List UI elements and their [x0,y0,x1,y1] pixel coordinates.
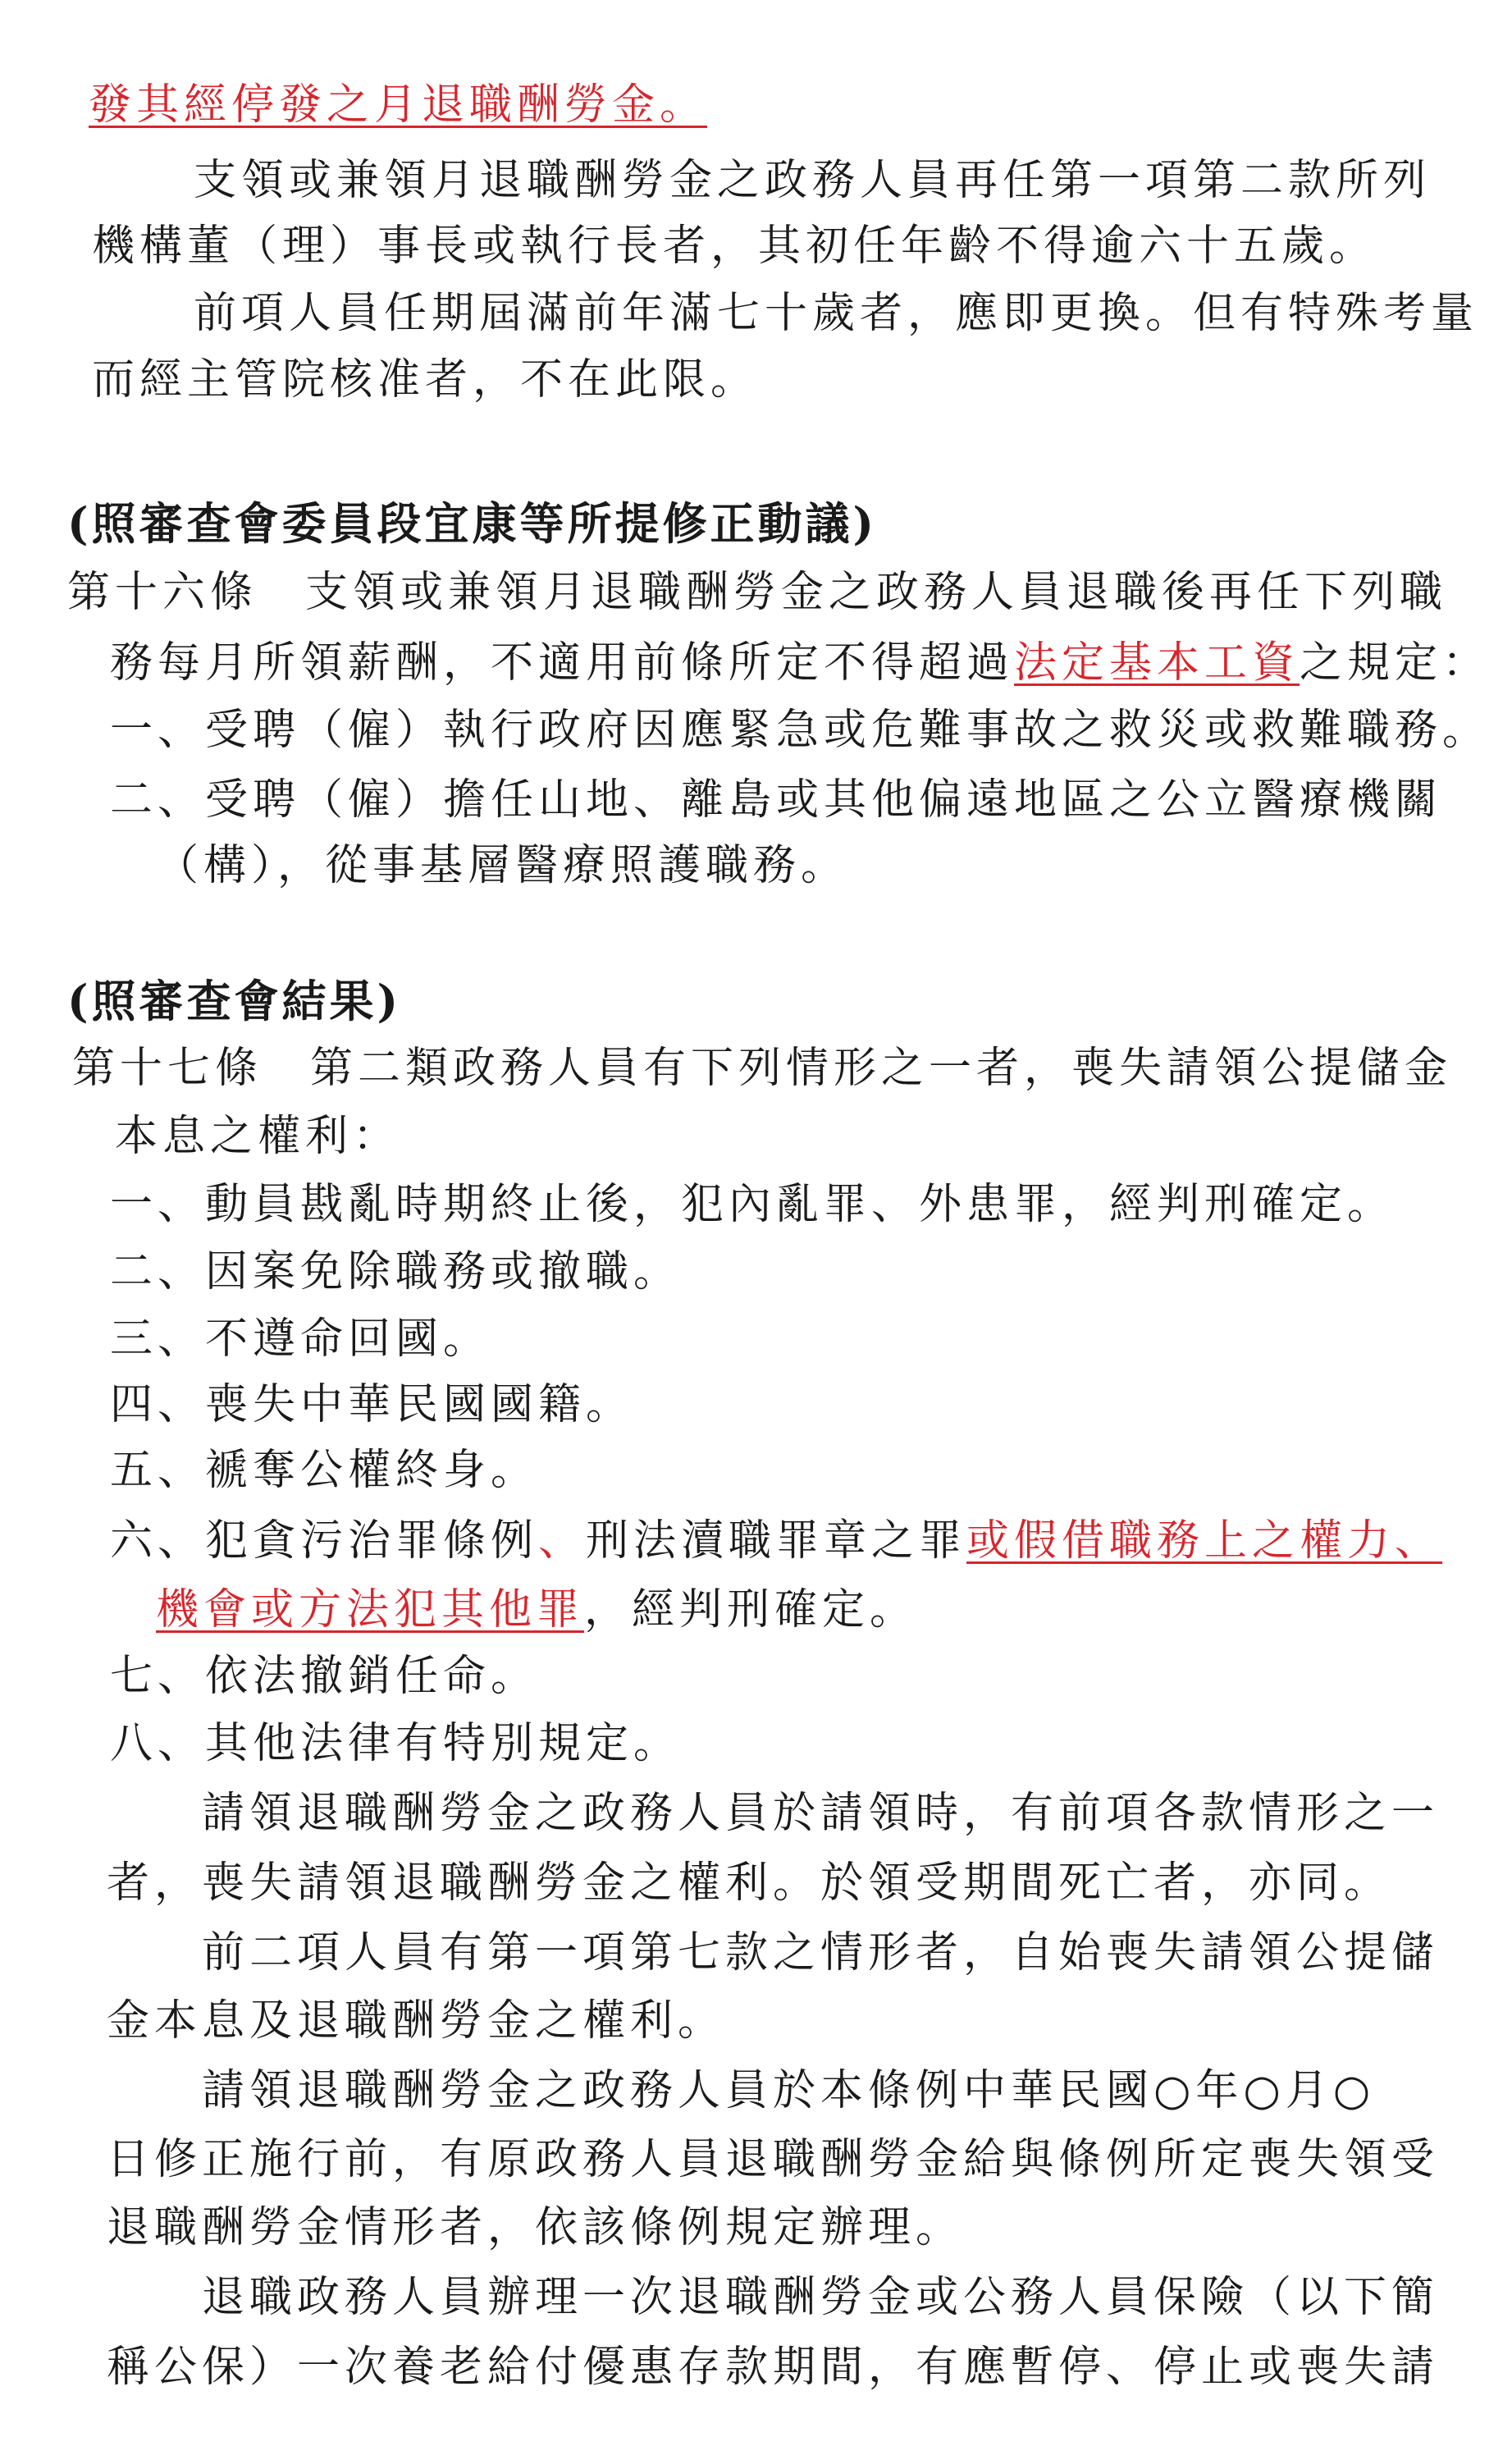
list-item [110,1372,633,1438]
text-line [202,2058,1375,2124]
text-segment: 一、受聘（僱）執行政府因應緊急或危難事故之救災或救難職務。 [110,706,1491,755]
text-line [107,2195,963,2261]
highlighted-text: 或假借職務上之權力、 [966,1516,1443,1566]
text-segment: 退職政務人員辦理一次退職酬勞金或公務人員保險（以下簡 [202,2273,1440,2322]
text-segment: 日修正施行前，有原政務人員退職酬勞金給與條例所定喪失領受 [107,2135,1440,2184]
text-segment: 第十七條 第二類政務人員有下列情形之一者，喪失請領公提儲金 [72,1044,1453,1093]
text-segment: 本息之權利： [115,1112,401,1161]
article-16-heading [67,560,1447,625]
text-line [107,1988,725,2054]
list-item [110,1644,538,1709]
text-line [92,213,1377,279]
highlighted-text: 法定基本工資 [1014,638,1300,688]
text-segment: 七、依法撤銷任命。 [110,1652,539,1701]
text-segment: 三、不遵命回國。 [110,1314,491,1364]
text-segment: 五、褫奪公權終身。 [110,1446,539,1495]
text-segment: 金本息及退職酬勞金之權利。 [107,1996,726,2046]
text-line [202,1781,1439,1846]
text-line [202,2265,1439,2330]
text-segment: 務每月所領薪酬，不適用前條所定不得超過 [110,638,1015,688]
text-segment: 請領退職酬勞金之政務人員於請領時，有前項各款情形之一 [202,1789,1440,1838]
text-segment: 八、其他法律有特別規定。 [110,1719,682,1768]
list-item [110,1508,1442,1574]
text-segment: 前項人員任期屆滿前年滿七十歲者，應即更換。但有特殊考量 [194,289,1479,338]
text-segment: 請領退職酬勞金之政務人員於本條例中華民國○年○月○ [202,2066,1376,2115]
text-segment: (照審查會結果) [67,975,402,1027]
text-line [107,2127,1439,2192]
text-line [156,833,848,898]
text-line [202,1920,1439,1986]
highlighted-text: 發其經停發之月退職酬勞金。 [89,80,708,130]
text-line [115,1104,400,1169]
text-segment: 者，喪失請領退職酬勞金之權利。於領受期間死亡者，亦同。 [107,1859,1392,1908]
text-line [92,347,758,413]
list-item [110,767,1442,833]
text-segment: 退職酬勞金情形者，依該條例規定辦理。 [107,2203,964,2252]
text-segment: ，經判刑確定。 [584,1585,918,1634]
text-segment: 四、喪失中華民國國籍。 [110,1380,634,1429]
highlighted-text: 、 [538,1516,587,1566]
text-line [194,148,1431,213]
text-segment: 一、動員戡亂時期終止後，犯內亂罪、外患罪，經判刑確定。 [110,1180,1396,1229]
text-segment: 支領或兼領月退職酬勞金之政務人員再任第一項第二款所列 [194,156,1432,205]
text-segment: 之規定： [1300,638,1491,688]
list-item [110,1239,681,1305]
article-17-heading [72,1036,1452,1101]
list-item [110,1711,681,1776]
text-segment: 稱公保）一次養老給付優惠存款期間，有應暫停、停止或喪失請 [107,2343,1440,2392]
list-item [110,697,1490,763]
text-segment: （構），從事基層醫療照護職務。 [156,841,849,890]
text-segment: 二、因案免除職務或撤職。 [110,1247,682,1296]
text-line [194,281,1478,346]
text-line [110,630,1490,696]
text-segment: 六、犯貪污治罪條例 [110,1516,539,1566]
text-segment: 二、受聘（僱）擔任山地、離島或其他偏遠地區之公立醫療機關 [110,775,1443,825]
text-line [107,2334,1439,2400]
text-line [107,1850,1391,1916]
list-item [110,1438,538,1503]
text-line [89,72,707,138]
text-segment: 第十六條 支領或兼領月退職酬勞金之政務人員退職後再任下列職 [67,568,1448,617]
text-line [156,1577,917,1643]
text-segment: 前二項人員有第一項第七款之情形者，自始喪失請領公提儲 [202,1928,1440,1977]
section-heading [67,968,401,1034]
text-segment: 刑法瀆職罪章之罪 [586,1516,967,1566]
section-heading [67,491,877,556]
text-segment: (照審查會委員段宜康等所提修正動議) [67,497,878,550]
list-item [110,1172,1395,1237]
text-segment: 而經主管院核准者，不在此限。 [92,355,759,405]
text-segment: 機構董（理）事長或執行長者，其初任年齡不得逾六十五歲。 [92,222,1377,271]
list-item [110,1306,491,1372]
highlighted-text: 機會或方法犯其他罪 [156,1585,585,1634]
